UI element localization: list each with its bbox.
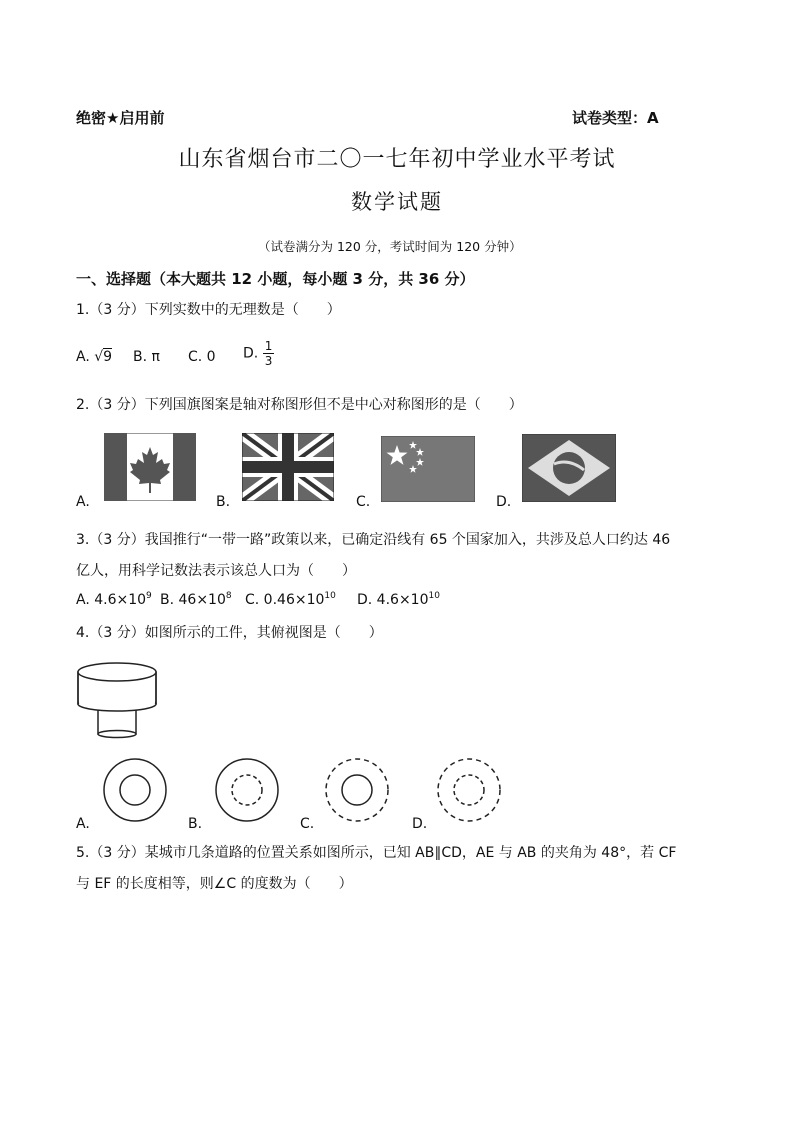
option-text: C. 0.46×10 [245,592,325,608]
question-1-option-d [243,339,274,368]
exam-note: （试卷满分为 120 分，考试时间为 120 分钟） [258,239,522,254]
secret-label: 绝密★启用前 [76,109,165,127]
sqrt-sign: √ [94,349,104,365]
question-4-stem: 4.（3 分）如图所示的工件，其俯视图是（ ） [76,625,383,641]
question-4-option-b-label: B. [188,816,203,832]
question-1-option-b: B. π [133,349,160,365]
top-view-option-b [212,755,282,825]
option-text: D. 4.6×10 [357,592,429,608]
radicand: 9 [103,349,113,365]
question-4-option-d-label: D. [412,816,428,832]
option-text: B. 46×10 [160,592,226,608]
top-view-option-a [100,755,170,825]
question-2-option-b-label: B. [216,494,231,510]
fraction-denominator: 3 [264,354,273,368]
exponent: 10 [324,591,336,601]
fraction-numerator: 1 [264,339,273,353]
question-1-option-c: C. 0 [188,349,216,365]
top-view-option-d [434,755,504,825]
question-4-option-a-label: A. [76,816,90,832]
question-5-stem-line-1: 5.（3 分）某城市几条道路的位置关系如图所示，已知 AB∥CD，AE 与 AB 的夹角为 48°，若 CF [76,845,677,861]
option-label: A. [76,349,90,365]
question-3-stem-line-1: 3.（3 分）我国推行“一带一路”政策以来，已确定沿线有 65 个国家加入，共涉及总人口约达 46 [76,532,671,548]
question-2-option-c-label: C. [356,494,371,510]
canada-flag-image [104,433,196,501]
question-2-option-a-label: A. [76,494,90,510]
option-label: D. [243,345,259,362]
question-3-option-c [245,592,336,608]
question-3-option-d [357,592,440,608]
question-2-stem: 2.（3 分）下列国旗图案是轴对称图形但不是中心对称图形的是（ ） [76,397,523,413]
exponent: 8 [225,591,232,601]
page-subtitle: 数学试题 [351,190,443,214]
workpiece-figure [72,656,162,740]
exponent: 9 [146,591,152,601]
option-text: A. 4.6×10 [76,592,147,608]
china-flag-image [381,436,475,502]
uk-flag-image [242,433,334,501]
exponent: 10 [428,591,440,601]
fraction [263,339,275,368]
section-heading: 一、选择题（本大题共 12 小题，每小题 3 分，共 36 分） [76,270,475,288]
question-4-option-c-label: C. [300,816,315,832]
top-view-option-c [322,755,392,825]
question-2-option-d-label: D. [496,494,512,510]
question-1-stem: 1.（3 分）下列实数中的无理数是（ ） [76,302,341,318]
question-3-option-b [160,592,232,608]
question-1-option-a [76,349,112,365]
brazil-flag-image [522,434,616,502]
question-5-stem-line-2: 与 EF 的长度相等，则∠C 的度数为（ ） [76,876,353,892]
question-3-option-a [76,592,152,608]
question-3-stem-line-2: 亿人，用科学记数法表示该总人口为（ ） [76,563,356,579]
page-title: 山东省烟台市二〇一七年初中学业水平考试 [178,147,616,172]
paper-type-label: 试卷类型：A [572,109,659,127]
